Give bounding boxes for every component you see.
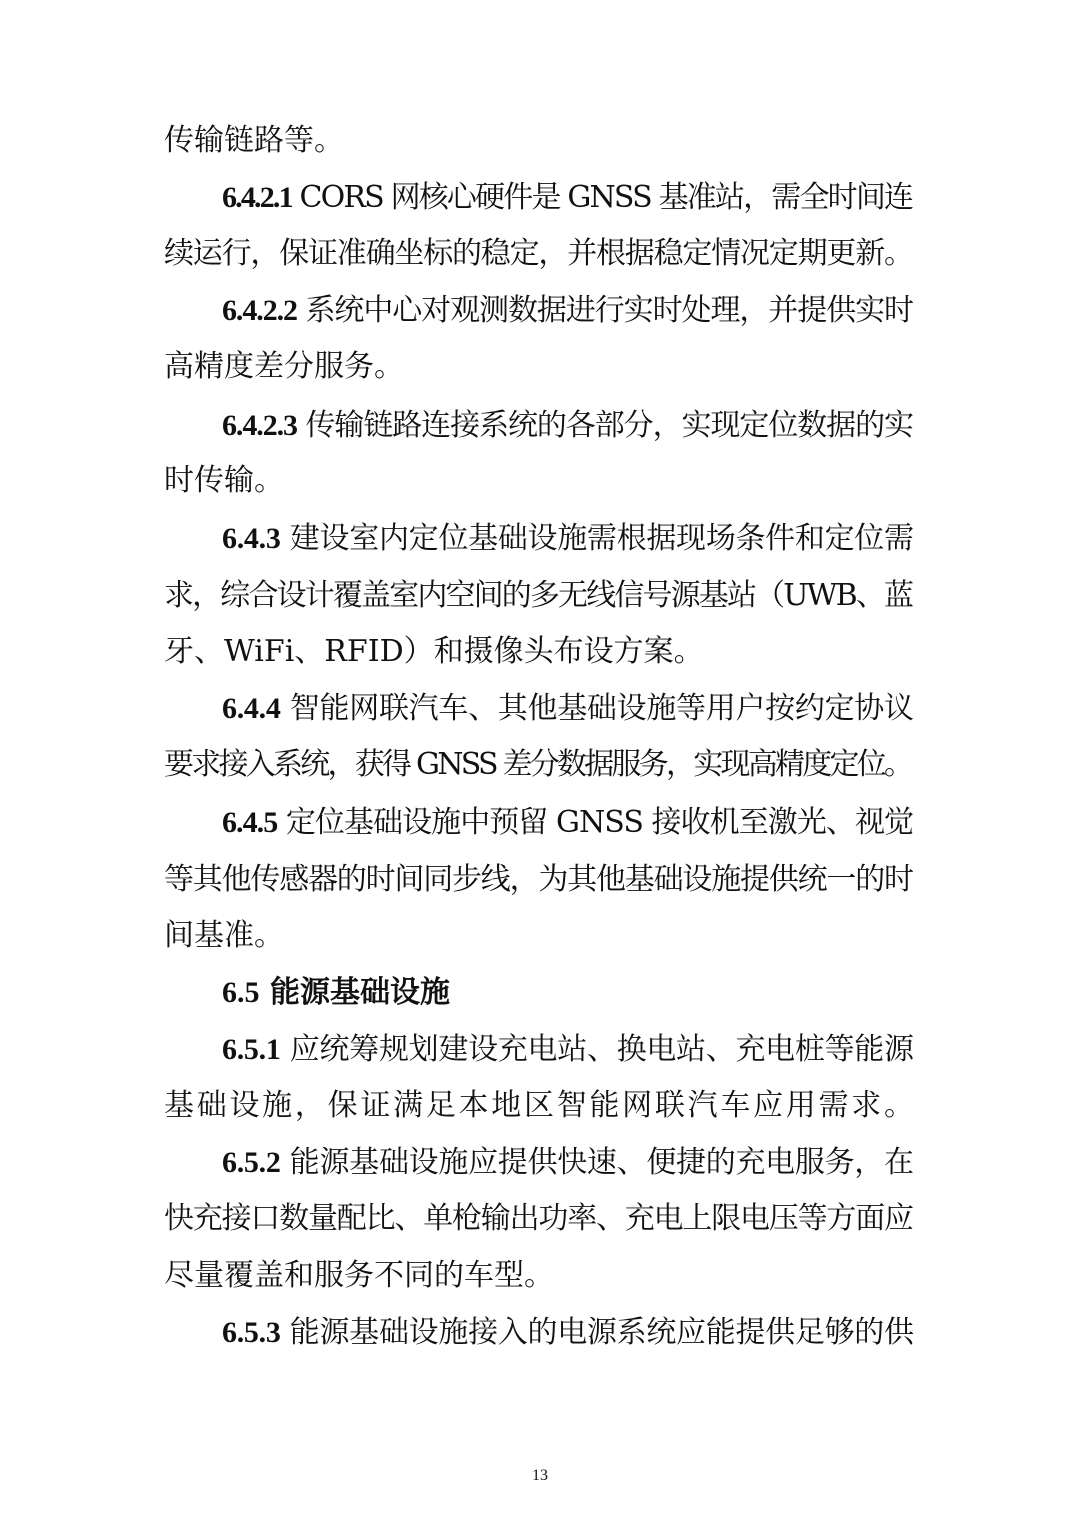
clause-number: 6.5.1 <box>222 1033 281 1066</box>
clause-number: 6.4.2.2 <box>222 294 297 327</box>
text-line <box>0 1256 1080 1296</box>
line-text <box>222 803 913 843</box>
paragraph-text: 定位基础设施中预留 GNSS 接收机至激光、视觉 <box>277 805 914 840</box>
line-text <box>222 406 913 446</box>
line-text <box>164 234 913 274</box>
text-line <box>0 860 1080 900</box>
paragraph-text: 快充接口数量配比、单枪输出功率、充电上限电压等方面应 <box>164 1201 913 1236</box>
line-text <box>164 860 913 900</box>
text-line <box>0 1313 1080 1353</box>
text-line <box>0 234 1080 274</box>
text-line <box>0 461 1080 501</box>
paragraph-text: 能源基础设施接入的电源系统应能提供足够的供 <box>280 1315 914 1350</box>
line-text <box>164 576 912 616</box>
line-text <box>222 178 912 218</box>
text-line <box>0 291 1080 331</box>
paragraph-text: 基础设施，保证满足本地区智能网联汽车应用需求。 <box>164 1088 917 1123</box>
clause-number: 6.4.3 <box>222 522 281 555</box>
paragraph-text: 时传输。 <box>164 463 284 498</box>
paragraph-text: 智能网联汽车、其他基础设施等用户按约定协议 <box>280 691 914 726</box>
clause-number: 6.5 <box>222 976 260 1009</box>
line-text <box>222 689 914 729</box>
clause-number: 6.4.5 <box>222 806 278 839</box>
text-line <box>0 803 1080 843</box>
line-text <box>164 632 704 672</box>
text-line <box>0 406 1080 446</box>
text-line <box>0 689 1080 729</box>
line-text <box>222 973 450 1013</box>
line-text <box>222 1313 914 1353</box>
text-line <box>0 1199 1080 1239</box>
line-text <box>222 519 914 559</box>
section-heading: 能源基础设施 <box>259 975 450 1010</box>
text-line <box>0 916 1080 956</box>
text-line <box>0 973 1080 1013</box>
paragraph-text: 间基准。 <box>164 918 284 953</box>
text-line <box>0 745 1080 785</box>
line-text <box>164 347 404 387</box>
paragraph-text: 应统筹规划建设充电站、换电站、充电桩等能源 <box>280 1032 914 1067</box>
line-text <box>222 1030 914 1070</box>
text-line <box>0 519 1080 559</box>
line-text <box>164 916 284 956</box>
text-line <box>0 1143 1080 1183</box>
paragraph-text: 续运行，保证准确坐标的稳定，并根据稳定情况定期更新。 <box>164 236 913 271</box>
line-text <box>164 1199 913 1239</box>
clause-number: 6.4.2.1 <box>222 181 292 214</box>
text-line <box>0 347 1080 387</box>
paragraph-text: 高精度差分服务。 <box>164 349 404 384</box>
paragraph-text: 求，综合设计覆盖室内空间的多无线信号源基站（UWB、蓝 <box>164 578 913 613</box>
text-line <box>0 576 1080 616</box>
paragraph-text: 要求接入系统，获得 GNSS 差分数据服务，实现高精度定位。 <box>164 747 912 782</box>
paragraph-text: 尽量覆盖和服务不同的车型。 <box>164 1258 554 1293</box>
paragraph-text: 传输链路等。 <box>164 123 344 158</box>
paragraph-text: CORS 网核心硬件是 GNSS 基准站，需全时间连 <box>291 180 913 215</box>
page-number: 13 <box>532 1467 548 1484</box>
text-line <box>0 632 1080 672</box>
clause-number: 6.5.2 <box>222 1146 281 1179</box>
clause-number: 6.4.4 <box>222 692 281 725</box>
line-text <box>222 1143 914 1183</box>
line-text <box>164 1086 917 1126</box>
paragraph-text: 等其他传感器的时间同步线，为其他基础设施提供统一的时 <box>164 862 913 897</box>
text-line <box>0 121 1080 161</box>
text-line <box>0 1030 1080 1070</box>
text-line <box>0 1086 1080 1126</box>
line-text <box>164 121 344 161</box>
text-line <box>0 178 1080 218</box>
paragraph-text: 建设室内定位基础设施需根据现场条件和定位需 <box>280 521 914 556</box>
line-text <box>164 1256 554 1296</box>
line-text <box>222 291 913 331</box>
paragraph-text: 系统中心对观测数据进行实时处理，并提供实时 <box>297 293 913 328</box>
paragraph-text: 传输链路连接系统的各部分，实现定位数据的实 <box>297 408 913 443</box>
clause-number: 6.5.3 <box>222 1316 281 1349</box>
paragraph-text: 能源基础设施应提供快速、便捷的充电服务，在 <box>280 1145 914 1180</box>
line-text <box>164 461 284 501</box>
clause-number: 6.4.2.3 <box>222 409 297 442</box>
paragraph-text: 牙、WiFi、RFID）和摄像头布设方案。 <box>164 634 704 669</box>
line-text <box>164 745 911 785</box>
